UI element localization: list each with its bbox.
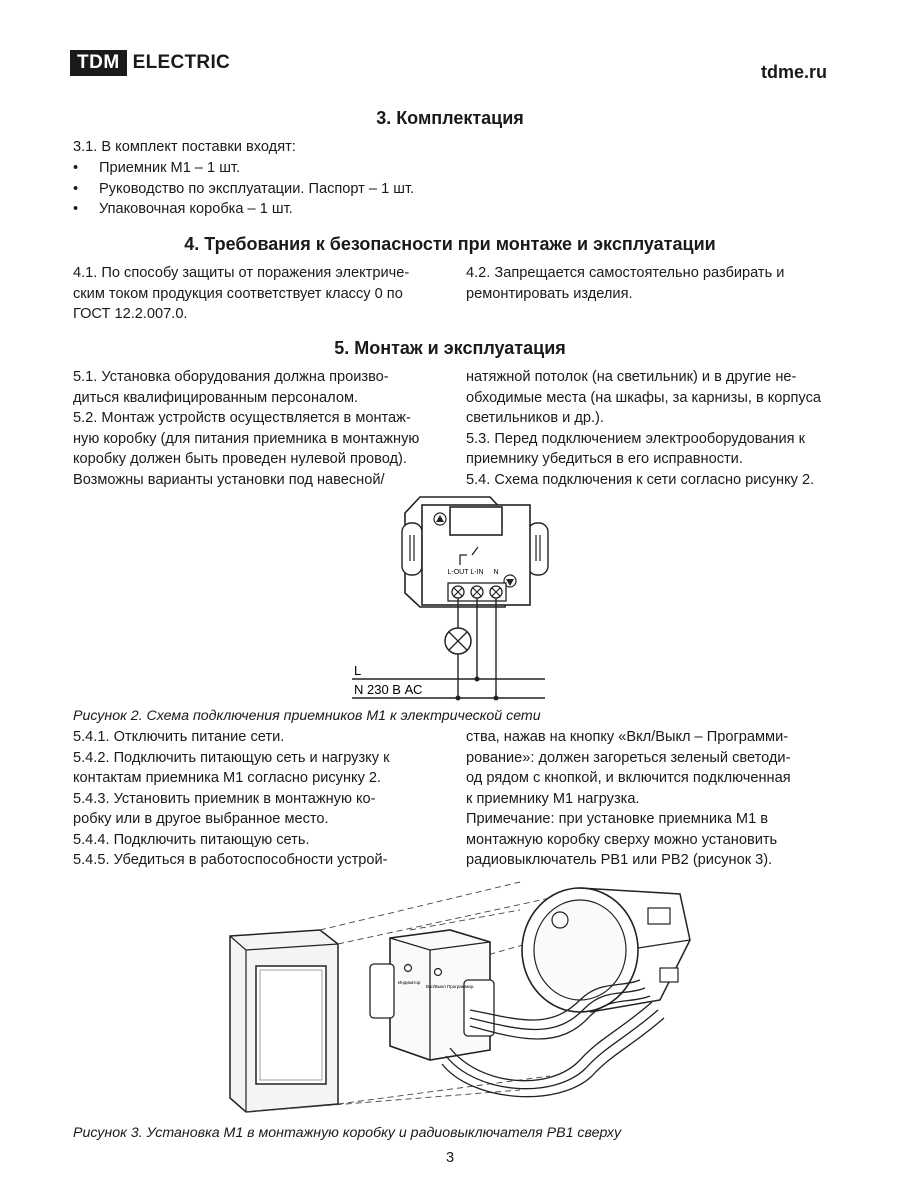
text-line: ную коробку (для питания приемника в монтажную bbox=[73, 430, 420, 447]
steps-left-column bbox=[73, 727, 435, 871]
mounting-box bbox=[522, 888, 690, 1012]
steps-right-column bbox=[466, 727, 828, 871]
section3-intro: 3.1. В комплект поставки входят: bbox=[73, 139, 296, 155]
section4-left-column bbox=[73, 263, 435, 325]
text-line: коробку должен быть проведен нулевой провод). bbox=[73, 451, 407, 467]
text-line: 5.4.2. Подключить питающую сеть и нагрузку к bbox=[73, 749, 390, 766]
text-line: 4.2. Запрещается самостоятельно разбирать и bbox=[466, 265, 785, 281]
page-number: 3 bbox=[445, 1150, 455, 1166]
text-line: натяжной потолок (на светильник) и в другие не- bbox=[466, 369, 797, 385]
text-line: 5.2. Монтаж устройств осуществляется в монтаж- bbox=[73, 410, 411, 426]
text-line: робку или в другое выбранное место. bbox=[73, 811, 329, 827]
terminal-label-lout: L-OUT bbox=[447, 569, 469, 576]
receiver-window bbox=[450, 507, 502, 535]
indicator-label: Индикатор bbox=[398, 980, 421, 985]
brand-logo bbox=[70, 50, 230, 76]
text-line: 5.4. Схема подключения к сети согласно рисунку 2. bbox=[466, 471, 815, 488]
text-line: 5.4.4. Подключить питающую сеть. bbox=[73, 831, 310, 848]
receiver-ear-left bbox=[370, 964, 394, 1018]
wiring-diagram bbox=[330, 495, 560, 710]
list-item: • Упаковочная коробка – 1 шт. bbox=[73, 201, 293, 217]
terminal-label-n: N bbox=[493, 569, 499, 576]
mounting-ear-right bbox=[528, 523, 548, 575]
text-line: Примечание: при установке приемника М1 в bbox=[466, 811, 769, 827]
text-line: ским током продукция соответствует классу 0 по bbox=[73, 285, 403, 302]
list-item: • Приемник М1 – 1 шт. bbox=[73, 160, 241, 176]
section3-title: 3. Комплектация bbox=[376, 108, 524, 128]
text-line: контактам приемника М1 согласно рисунку 2. bbox=[73, 770, 382, 786]
figure2-caption: Рисунок 2. Схема подключения приемников М1 к электрической сети bbox=[73, 708, 541, 724]
receiver-m1 bbox=[370, 930, 494, 1060]
text-line: радиовыключатель РВ1 или РВ2 (рисунок 3). bbox=[466, 852, 773, 868]
indicator-led-icon bbox=[405, 965, 412, 972]
text-line: ства, нажав на кнопку «Вкл/Выкл – Программи- bbox=[466, 729, 789, 745]
line-l-label: L bbox=[354, 663, 362, 678]
logo-text: ELECTRIC bbox=[132, 52, 231, 73]
radio-switch-frame bbox=[230, 930, 338, 1112]
text-line: 4.1. По способу защиты от поражения электриче- bbox=[73, 265, 410, 281]
text-line: 5.3. Перед подключением электрооборудования к bbox=[466, 430, 805, 447]
list-item: • Руководство по эксплуатации. Паспорт – 1 шт. bbox=[73, 180, 415, 197]
section4-right-column bbox=[466, 263, 828, 304]
text-line: обходимые места (на шкафы, за карнизы, в корпуса bbox=[466, 389, 821, 406]
site-url: tdme.ru bbox=[760, 62, 827, 82]
section5-title: 5. Монтаж и эксплуатация bbox=[334, 338, 566, 358]
logo-box: TDM bbox=[70, 50, 127, 76]
program-button-icon bbox=[435, 969, 442, 976]
text-line: к приемнику М1 нагрузка. bbox=[466, 790, 640, 807]
mounting-ear-left bbox=[402, 523, 422, 575]
text-line: 5.1. Установка оборудования должна произво- bbox=[73, 369, 389, 385]
section5-left-column bbox=[73, 367, 435, 490]
section3-list bbox=[73, 158, 414, 220]
text-line: ремонтировать изделия. bbox=[466, 285, 633, 302]
section4-title: 4. Требования к безопасности при монтаже и эксплуатации bbox=[184, 234, 716, 254]
text-line: монтажную коробку сверху можно установить bbox=[466, 831, 778, 848]
text-line: 5.4.1. Отключить питание сети. bbox=[73, 729, 285, 745]
figure3-caption: Рисунок 3. Установка М1 в монтажную коробку и радиовыключателя РВ1 сверху bbox=[73, 1125, 622, 1141]
text-line: приемнику убедиться в его исправности. bbox=[466, 451, 743, 467]
text-line: од рядом с кнопкой, и включится подключенная bbox=[466, 770, 791, 786]
line-n-label: N 230 В АС bbox=[354, 682, 423, 697]
text-line: 5.4.5. Убедиться в работоспособности устрой- bbox=[73, 852, 388, 868]
text-line: ГОСТ 12.2.007.0. bbox=[73, 306, 188, 322]
button-label: Вкл/Выкл Программир. bbox=[426, 984, 475, 989]
terminal-label-lin: L-IN bbox=[470, 569, 484, 576]
text-line: светильников и др.). bbox=[466, 410, 604, 426]
text-line: диться квалифицированным персоналом. bbox=[73, 389, 359, 406]
radio-switch-key bbox=[256, 966, 326, 1084]
installation-illustration bbox=[220, 880, 700, 1120]
section5-right-column bbox=[466, 367, 828, 490]
text-line: рование»: должен загореться зеленый светоди- bbox=[466, 749, 791, 766]
text-line: 5.4.3. Установить приемник в монтажную ко- bbox=[73, 790, 376, 807]
text-line: Возможны варианты установки под навесной/ bbox=[73, 471, 385, 488]
